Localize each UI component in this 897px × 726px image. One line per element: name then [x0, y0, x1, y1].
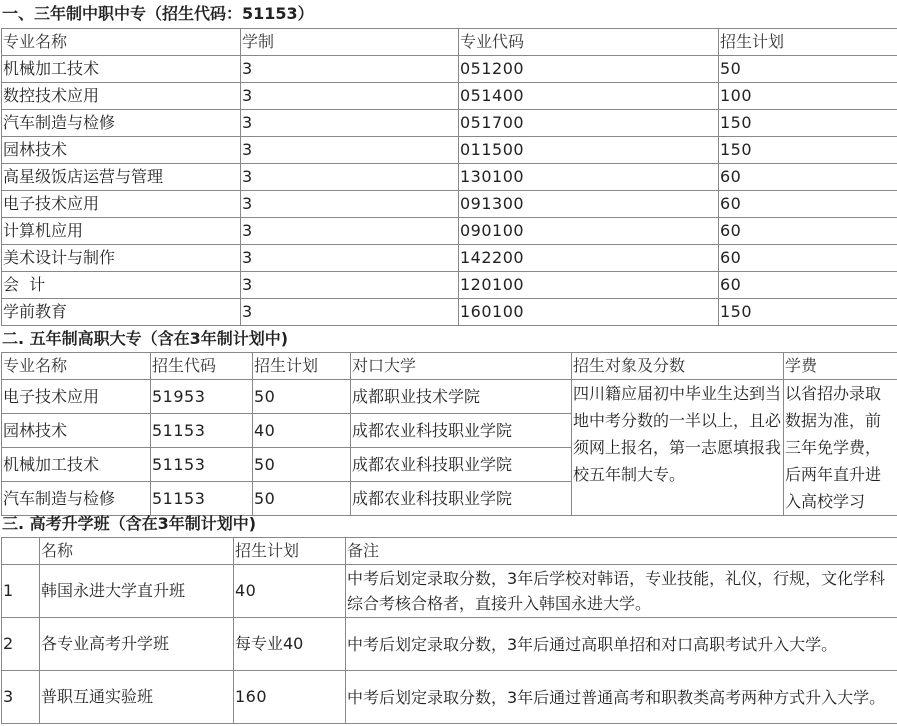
- major-name: 电子技术应用: [2, 380, 151, 414]
- table-row: [2, 245, 897, 272]
- major-name: 汽车制造与检修: [2, 482, 151, 516]
- duration: 3: [241, 299, 459, 326]
- table-row: [2, 618, 897, 671]
- enrollment-plan: 50: [253, 482, 351, 516]
- major-code: 011500: [459, 137, 719, 164]
- header-duration: 学制: [241, 29, 459, 56]
- five-year-program-table: [1, 352, 897, 516]
- header-remarks: 备注: [346, 538, 897, 565]
- enrollment-plan: 40: [234, 565, 346, 618]
- header-partner-university: 对口大学: [351, 353, 572, 380]
- duration: 3: [241, 218, 459, 245]
- header-enrollment-plan: 招生计划: [719, 29, 897, 56]
- major-name: 计算机应用: [2, 218, 241, 245]
- duration: 3: [241, 245, 459, 272]
- header-tuition: 学费: [784, 353, 897, 380]
- admission-criteria: 四川籍应届初中毕业生达到当地中考分数的一半以上，且必须网上报名，第一志愿填报我校五年制大专。: [572, 380, 784, 516]
- major-code: 090100: [459, 218, 719, 245]
- partner-university: 成都农业科技职业学院: [351, 482, 572, 516]
- class-name: 韩国永进大学直升班: [40, 565, 234, 618]
- duration: 3: [241, 56, 459, 83]
- row-index: 2: [2, 618, 40, 671]
- header-name: 名称: [40, 538, 234, 565]
- class-name: 各专业高考升学班: [40, 618, 234, 671]
- section3-heading: 三. 高考升学班（含在3年制计划中): [2, 514, 257, 533]
- three-year-program-table: [1, 28, 897, 326]
- enrollment-plan: 60: [719, 191, 897, 218]
- major-name: 电子技术应用: [2, 191, 241, 218]
- table-row: [2, 299, 897, 326]
- admission-code: 51153: [151, 448, 253, 482]
- enrollment-plan: 60: [719, 218, 897, 245]
- enrollment-plan: 60: [719, 272, 897, 299]
- table-row: [2, 565, 897, 618]
- table-row: [2, 191, 897, 218]
- major-name: 机械加工技术: [2, 56, 241, 83]
- duration: 3: [241, 137, 459, 164]
- duration: 3: [241, 191, 459, 218]
- section1-heading: [2, 1, 314, 27]
- major-name: 数控技术应用: [2, 83, 241, 110]
- enrollment-plan: 100: [719, 83, 897, 110]
- enrollment-plan: 每专业40: [234, 618, 346, 671]
- table-row: [2, 56, 897, 83]
- remarks: 中考后划定录取分数，3年后通过普通高考和职教类高考两种方式升入大学。: [346, 671, 897, 724]
- row-index: 1: [2, 565, 40, 618]
- duration: 3: [241, 83, 459, 110]
- section1-subtitle: （招生代码：51153）: [146, 4, 314, 23]
- section1-title: 一、三年制中职中专: [2, 4, 147, 23]
- table-row: [2, 83, 897, 110]
- duration: 3: [241, 272, 459, 299]
- table-row: [2, 218, 897, 245]
- header-major-code: 专业代码: [459, 29, 719, 56]
- header-enrollment-plan: 招生计划: [253, 353, 351, 380]
- major-name: 美术设计与制作: [2, 245, 241, 272]
- partner-university: 成都农业科技职业学院: [351, 414, 572, 448]
- major-code: 051400: [459, 83, 719, 110]
- table-header-row: [2, 538, 897, 565]
- major-code: 051700: [459, 110, 719, 137]
- table-row: [2, 164, 897, 191]
- major-code: 142200: [459, 245, 719, 272]
- partner-university: 成都职业技术学院: [351, 380, 572, 414]
- enrollment-plan: 50: [719, 56, 897, 83]
- table-row: [2, 137, 897, 164]
- header-admission-code: 招生代码: [151, 353, 253, 380]
- table-header-row: [2, 353, 897, 380]
- class-name: 普职互通实验班: [40, 671, 234, 724]
- major-code: 120100: [459, 272, 719, 299]
- major-code: 130100: [459, 164, 719, 191]
- section2-heading: 二. 五年制高职大专（含在3年制计划中): [2, 329, 289, 348]
- row-index: 3: [2, 671, 40, 724]
- header-index: [2, 538, 40, 565]
- major-name: 园林技术: [2, 137, 241, 164]
- major-name: 会 计: [2, 272, 241, 299]
- major-name: 机械加工技术: [2, 448, 151, 482]
- major-name: 汽车制造与检修: [2, 110, 241, 137]
- major-name: 园林技术: [2, 414, 151, 448]
- table-row: [2, 110, 897, 137]
- enrollment-plan: 150: [719, 137, 897, 164]
- duration: 3: [241, 164, 459, 191]
- remarks: 中考后划定录取分数，3年后学校对韩语，专业技能，礼仪，行规，文化学科综合考核合格者，直接升入韩国永进大学。: [346, 565, 897, 618]
- major-name: 学前教育: [2, 299, 241, 326]
- tuition-note: 以省招办录取数据为准，前三年免学费，后两年直升进入高校学习: [784, 380, 897, 516]
- admission-code: 51153: [151, 482, 253, 516]
- enrollment-plan: 60: [719, 245, 897, 272]
- college-prep-table: [1, 537, 897, 724]
- enrollment-plan: 40: [253, 414, 351, 448]
- major-code: 051200: [459, 56, 719, 83]
- enrollment-plan: 60: [719, 164, 897, 191]
- enrollment-plan: 160: [234, 671, 346, 724]
- enrollment-plan: 50: [253, 448, 351, 482]
- enrollment-plan: 50: [253, 380, 351, 414]
- header-major: 专业名称: [2, 353, 151, 380]
- admission-code: 51953: [151, 380, 253, 414]
- table-row: [2, 380, 897, 414]
- enrollment-plan: 150: [719, 110, 897, 137]
- header-enrollment-plan: 招生计划: [234, 538, 346, 565]
- major-name: 高星级饭店运营与管理: [2, 164, 241, 191]
- enrollment-plan: 150: [719, 299, 897, 326]
- partner-university: 成都农业科技职业学院: [351, 448, 572, 482]
- duration: 3: [241, 110, 459, 137]
- major-code: 160100: [459, 299, 719, 326]
- table-row: [2, 671, 897, 724]
- header-major: 专业名称: [2, 29, 241, 56]
- table-header-row: [2, 29, 897, 56]
- table-row: [2, 272, 897, 299]
- major-code: 091300: [459, 191, 719, 218]
- remarks: 中考后划定录取分数，3年后通过高职单招和对口高职考试升入大学。: [346, 618, 897, 671]
- header-admission-criteria: 招生对象及分数: [572, 353, 784, 380]
- admission-code: 51153: [151, 414, 253, 448]
